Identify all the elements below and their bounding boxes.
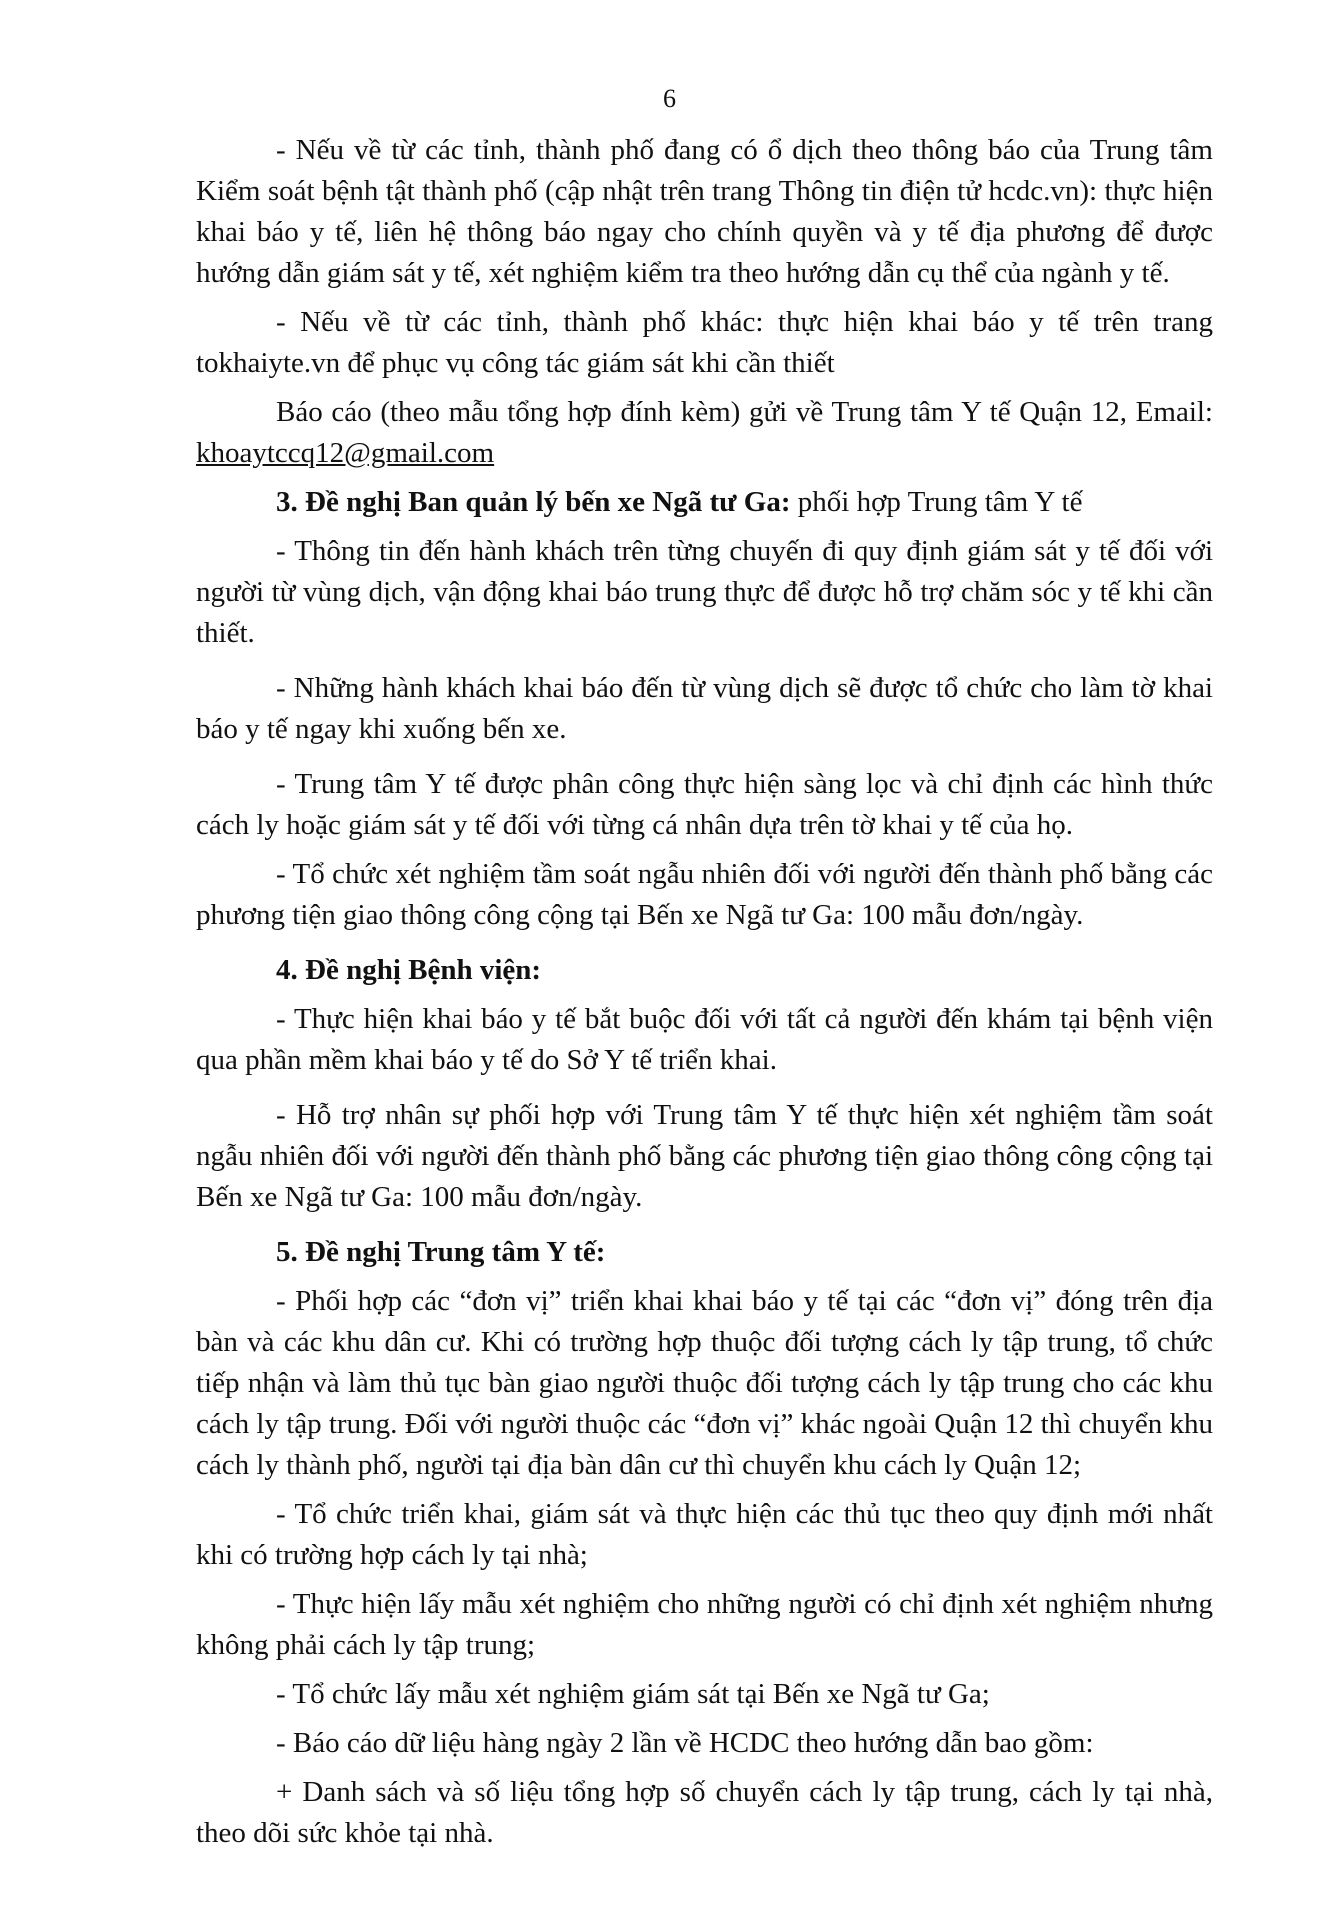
section-5-bullet-1: - Phối hợp các “đơn vị” triển khai khai báo y tế tại các “đơn vị” đóng trên địa bàn và các khu dân cư. Khi có trường hợp thuộc đối tượng cách ly tập trung, tổ chức tiếp nhận và làm thủ tục bàn giao người thuộc đối tượng cách ly tập trung cho các khu cách ly tập trung. Đối với người thuộc các “đơn vị” khác ngoài Quận 12 thì chuyển khu cách ly thành phố, người tại địa bàn dân cư thì chuyển khu cách ly Quận 12; (196, 1285, 1213, 1481)
section-5-bullet-3: - Thực hiện lấy mẫu xét nghiệm cho những người có chỉ định xét nghiệm nhưng không phải cách ly tập trung; (196, 1588, 1213, 1661)
section-5-bullet-2: - Tổ chức triển khai, giám sát và thực hiện các thủ tục theo quy định mới nhất khi có trường hợp cách ly tại nhà; (196, 1498, 1213, 1571)
section-3-bullet-3: - Trung tâm Y tế được phân công thực hiện sàng lọc và chỉ định các hình thức cách ly hoặc giám sát y tế đối với từng cá nhân dựa trên tờ khai y tế của họ. (196, 768, 1213, 841)
page-number: 6 (663, 84, 676, 113)
section-5-bullet-6: + Danh sách và số liệu tổng hợp số chuyển cách ly tập trung, cách ly tại nhà, theo dõi sức khỏe tại nhà. (196, 1776, 1213, 1849)
section-5-bullet-4: - Tổ chức lấy mẫu xét nghiệm giám sát tại Bến xe Ngã tư Ga; (276, 1678, 990, 1710)
paragraph-other-provinces: - Nếu về từ các tỉnh, thành phố khác: thực hiện khai báo y tế trên trang tokhaiyte.vn để phục vụ công tác giám sát khi cần thiết (196, 306, 1213, 379)
section-3-heading-rest: phối hợp Trung tâm Y tế (790, 486, 1083, 518)
section-5-bullet-5: - Báo cáo dữ liệu hàng ngày 2 lần về HCDC theo hướng dẫn bao gồm: (276, 1727, 1094, 1759)
paragraph-outbreak-provinces: - Nếu về từ các tỉnh, thành phố đang có ổ dịch theo thông báo của Trung tâm Kiểm soát bệnh tật thành phố (cập nhật trên trang Thông tin điện tử hcdc.vn): thực hiện khai báo y tế, liên hệ thông báo ngay cho chính quyền và y tế địa phương để được hướng dẫn giám sát y tế, xét nghiệm kiểm tra theo hướng dẫn cụ thể của ngành y tế. (196, 134, 1213, 289)
email-link[interactable]: khoaytccq12@gmail.com (196, 437, 495, 469)
section-5-heading: 5. Đề nghị Trung tâm Y tế: (276, 1236, 606, 1268)
section-4-bullet-1: - Thực hiện khai báo y tế bắt buộc đối với tất cả người đến khám tại bệnh viện qua phần mềm khai báo y tế do Sở Y tế triển khai. (196, 1003, 1213, 1076)
document-body (196, 130, 1213, 1854)
paragraph-report (196, 392, 1213, 474)
section-3-heading-line (196, 482, 1213, 523)
section-3-bullet-1: - Thông tin đến hành khách trên từng chuyến đi quy định giám sát y tế đối với người từ vùng dịch, vận động khai báo trung thực để được hỗ trợ chăm sóc y tế khi cần thiết. (196, 535, 1213, 649)
report-text: Báo cáo (theo mẫu tổng hợp đính kèm) gửi về Trung tâm Y tế Quận 12, Email: (276, 396, 1213, 428)
section-3-bullet-4: - Tổ chức xét nghiệm tầm soát ngẫu nhiên đối với người đến thành phố bằng các phương tiện giao thông công cộng tại Bến xe Ngã tư Ga: 100 mẫu đơn/ngày. (196, 858, 1213, 931)
section-3-bullet-2: - Những hành khách khai báo đến từ vùng dịch sẽ được tổ chức cho làm tờ khai báo y tế ngay khi xuống bến xe. (196, 672, 1213, 745)
section-4-bullet-2: - Hỗ trợ nhân sự phối hợp với Trung tâm Y tế thực hiện xét nghiệm tầm soát ngẫu nhiên đối với người đến thành phố bằng các phương tiện giao thông công cộng tại Bến xe Ngã tư Ga: 100 mẫu đơn/ngày. (196, 1099, 1213, 1213)
section-3-heading: 3. Đề nghị Ban quản lý bến xe Ngã tư Ga: (276, 486, 791, 518)
section-4-heading: 4. Đề nghị Bệnh viện: (276, 954, 542, 986)
